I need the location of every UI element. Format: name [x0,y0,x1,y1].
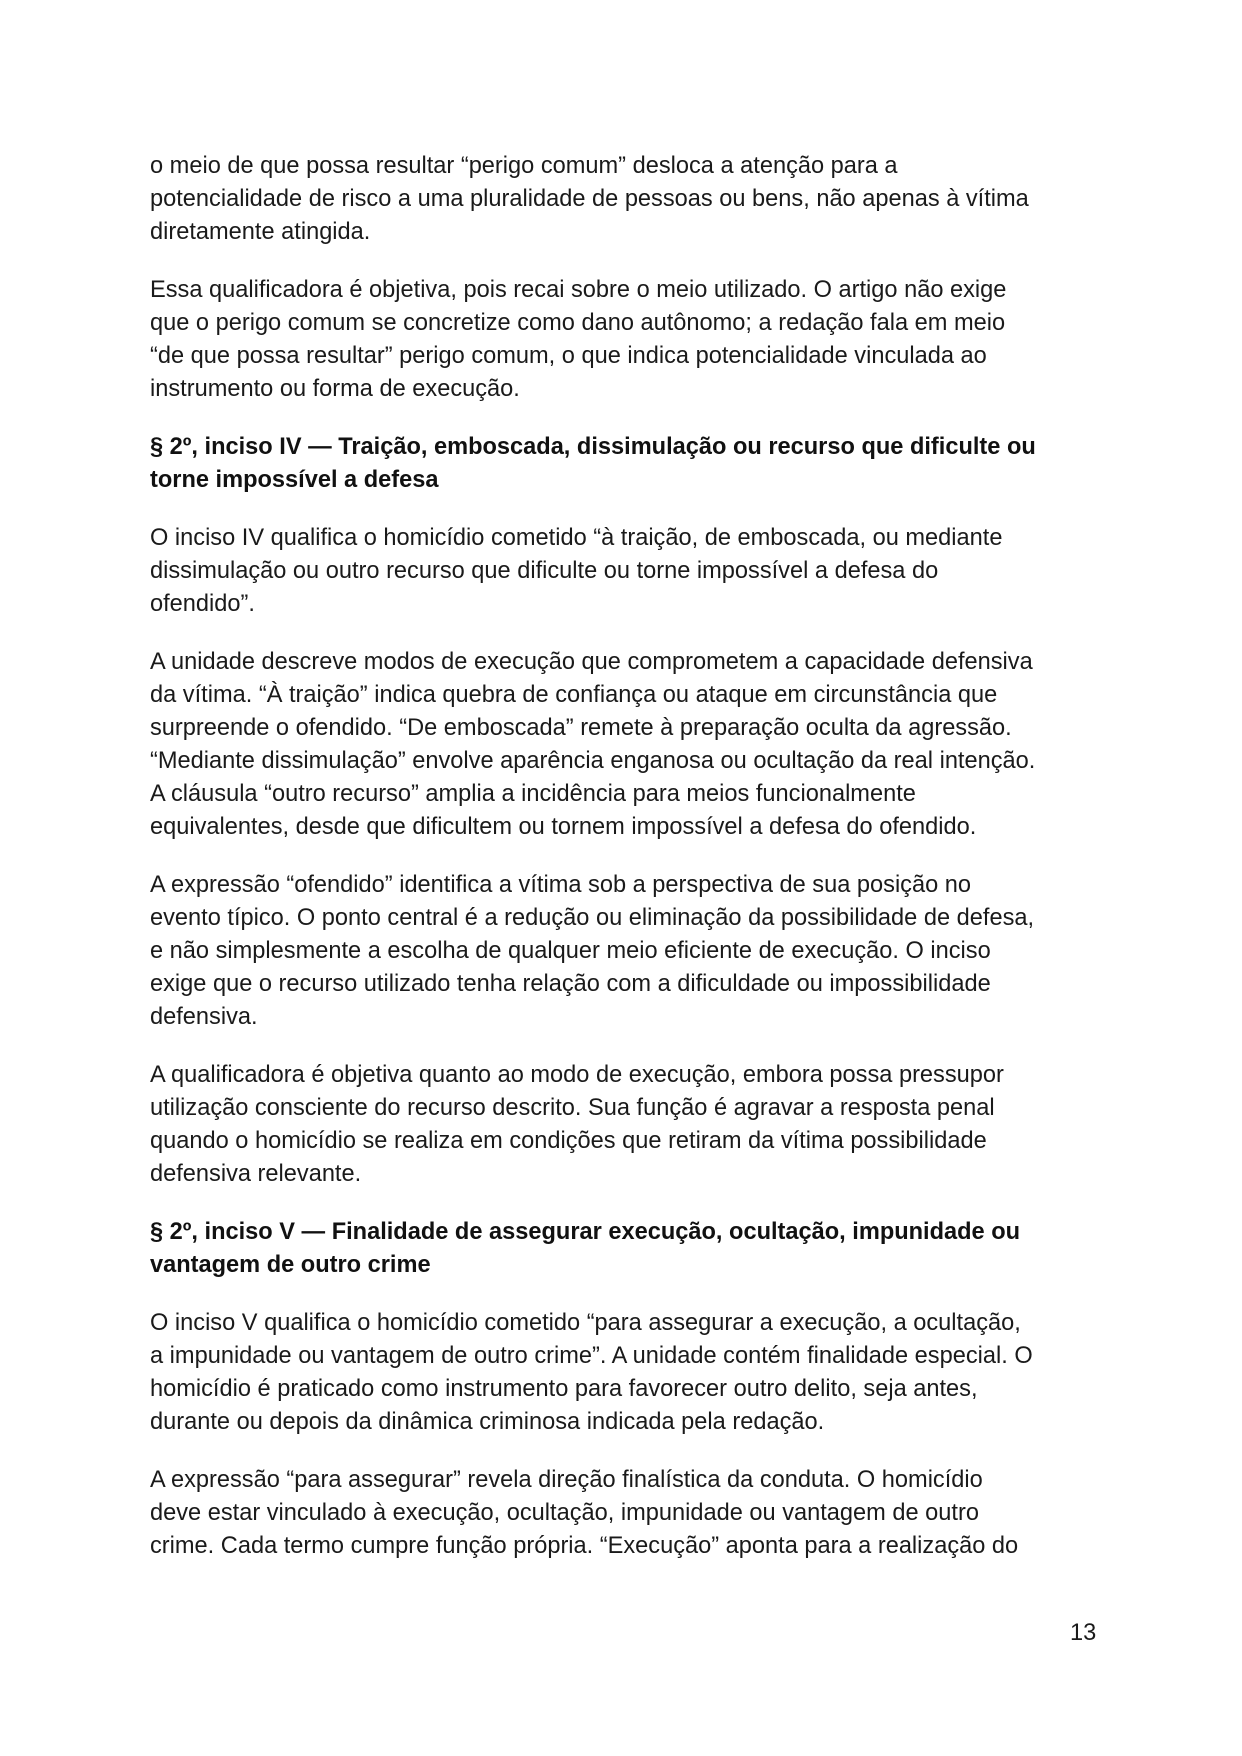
heading-line: torne impossível a defesa [150,467,439,493]
text-line: da vítima. “À traição” indica quebra de confiança ou ataque em circunstância que [150,682,998,708]
text-line: Essa qualificadora é objetiva, pois recai sobre o meio utilizado. O artigo não exige [150,277,1007,303]
text-line: “de que possa resultar” perigo comum, o que indica potencialidade vinculada ao [150,343,987,369]
text-line: A unidade descreve modos de execução que comprometem a capacidade defensiva [150,649,1033,675]
paragraph [150,150,1100,249]
page-number: 13 [1070,1620,1097,1646]
document-body [150,150,1100,1588]
paragraph [150,869,1100,1034]
text-line: que o perigo comum se concretize como dano autônomo; a redação fala em meio [150,310,1006,336]
text-line: “Mediante dissimulação” envolve aparência enganosa ou ocultação da real intenção. [150,748,1036,774]
text-line: O inciso V qualifica o homicídio cometido “para assegurar a execução, a ocultação, [150,1310,1021,1336]
text-line: instrumento ou forma de execução. [150,376,520,402]
text-line: defensiva. [150,1004,258,1030]
text-line: ofendido”. [150,591,255,617]
text-line: O inciso IV qualifica o homicídio cometido “à traição, de emboscada, ou mediante [150,525,1003,551]
text-line: A cláusula “outro recurso” amplia a incidência para meios funcionalmente [150,781,916,807]
text-line: durante ou depois da dinâmica criminosa indicada pela redação. [150,1409,825,1435]
text-line: diretamente atingida. [150,219,371,245]
text-line: potencialidade de risco a uma pluralidade de pessoas ou bens, não apenas à vítima [150,186,1029,212]
text-line: A expressão “para assegurar” revela direção finalística da conduta. O homicídio [150,1467,983,1493]
paragraph [150,1464,1100,1563]
text-line: A expressão “ofendido” identifica a vítima sob a perspectiva de sua posição no [150,872,972,898]
heading-line: vantagem de outro crime [150,1252,431,1278]
text-line: A qualificadora é objetiva quanto ao modo de execução, embora possa pressupor [150,1062,1004,1088]
paragraph [150,646,1100,844]
paragraph [150,1307,1100,1439]
text-line: utilização consciente do recurso descrito. Sua função é agravar a resposta penal [150,1095,995,1121]
heading-line: § 2º, inciso V — Finalidade de assegurar execução, ocultação, impunidade ou [150,1219,1021,1245]
paragraph [150,1059,1100,1191]
section-heading-inciso-v [150,1216,1100,1282]
heading-line: § 2º, inciso IV — Traição, emboscada, dissimulação ou recurso que dificulte ou [150,434,1036,460]
text-line: a impunidade ou vantagem de outro crime”. A unidade contém finalidade especial. O [150,1343,1033,1369]
text-line: surpreende o ofendido. “De emboscada” remete à preparação oculta da agressão. [150,715,1012,741]
text-line: exige que o recurso utilizado tenha relação com a dificuldade ou impossibilidade [150,971,991,997]
paragraph [150,522,1100,621]
text-line: crime. Cada termo cumpre função própria. “Execução” aponta para a realização do [150,1533,1019,1559]
text-line: equivalentes, desde que dificultem ou tornem impossível a defesa do ofendido. [150,814,977,840]
paragraph [150,274,1100,406]
text-line: defensiva relevante. [150,1161,362,1187]
text-line: quando o homicídio se realiza em condições que retiram da vítima possibilidade [150,1128,987,1154]
section-heading-inciso-iv [150,431,1100,497]
text-line: homicídio é praticado como instrumento para favorecer outro delito, seja antes, [150,1376,978,1402]
text-line: o meio de que possa resultar “perigo comum” desloca a atenção para a [150,153,898,179]
text-line: dissimulação ou outro recurso que dificulte ou torne impossível a defesa do [150,558,939,584]
text-line: deve estar vinculado à execução, ocultação, impunidade ou vantagem de outro [150,1500,979,1526]
text-line: e não simplesmente a escolha de qualquer meio eficiente de execução. O inciso [150,938,991,964]
text-line: evento típico. O ponto central é a redução ou eliminação da possibilidade de defesa, [150,905,1035,931]
